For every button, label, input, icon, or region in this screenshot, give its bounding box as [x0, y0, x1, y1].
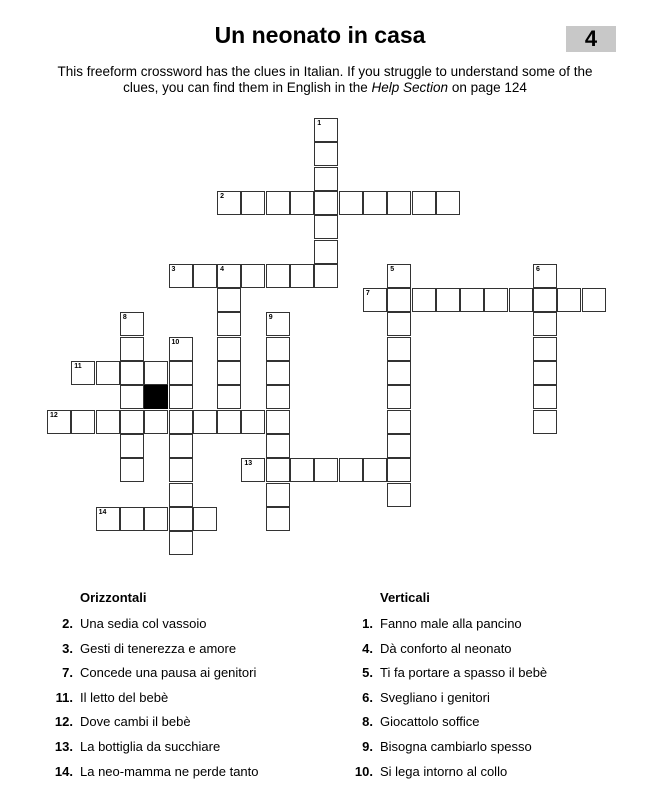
grid-cell[interactable] [120, 434, 144, 458]
grid-cell[interactable] [314, 191, 338, 215]
cell-number: 14 [98, 508, 107, 516]
grid-cell[interactable] [169, 434, 193, 458]
down-heading: Verticali [380, 590, 430, 605]
grid-cell[interactable] [169, 385, 193, 409]
grid-cell[interactable] [387, 191, 411, 215]
clue-text: Giocattolo soffice [380, 714, 480, 730]
cell-number: 3 [171, 265, 176, 273]
intro-text-start: This freeform crossword has the clues in Italian. If you struggle to understand some of the clues, you can find them in English in the [57, 64, 593, 95]
grid-cell[interactable] [266, 434, 290, 458]
grid-cell[interactable] [169, 337, 193, 361]
grid-cell[interactable] [120, 312, 144, 336]
grid-cell[interactable] [339, 191, 363, 215]
clue-down-6 [345, 686, 547, 711]
grid-cell[interactable] [169, 361, 193, 385]
grid-cell[interactable] [314, 215, 338, 239]
clue-number: 9. [362, 738, 373, 754]
grid-cell[interactable] [387, 337, 411, 361]
grid-cell[interactable] [412, 191, 436, 215]
grid-cell[interactable] [509, 288, 533, 312]
grid-cell[interactable] [387, 458, 411, 482]
grid-cell[interactable] [120, 337, 144, 361]
grid-cell[interactable] [217, 337, 241, 361]
grid-cell[interactable] [71, 361, 95, 385]
clue-across-3 [45, 637, 259, 662]
grid-cell[interactable] [217, 385, 241, 409]
grid-cell[interactable] [387, 410, 411, 434]
help-section-reference: Help Section [371, 80, 449, 95]
across-heading: Orizzontali [80, 590, 147, 605]
grid-cell[interactable] [96, 507, 120, 531]
grid-cell[interactable] [217, 191, 241, 215]
grid-cell[interactable] [169, 483, 193, 507]
clue-down-1 [345, 612, 547, 637]
clue-text: La neo-mamma ne perde tanto [80, 763, 259, 779]
black-cell [144, 385, 168, 409]
grid-cell[interactable] [144, 361, 168, 385]
grid-cell[interactable] [290, 264, 314, 288]
clue-text: Si lega intorno al collo [380, 763, 508, 779]
page-number-badge: 4 [566, 26, 616, 52]
grid-cell[interactable] [533, 288, 557, 312]
grid-cell[interactable] [193, 264, 217, 288]
cell-number: 12 [50, 411, 58, 419]
clue-text: Ti fa portare a spasso il bebè [380, 665, 548, 681]
grid-cell[interactable] [169, 531, 193, 555]
clue-number: 1. [362, 616, 373, 631]
clue-across-7 [45, 661, 259, 686]
grid-cell[interactable] [557, 288, 581, 312]
grid-cell[interactable] [217, 312, 241, 336]
grid-cell[interactable] [436, 288, 460, 312]
grid-cell[interactable] [193, 507, 217, 531]
clue-number: 7. [62, 665, 73, 681]
grid-cell[interactable] [290, 191, 314, 215]
cell-number: 13 [244, 460, 253, 468]
grid-cell[interactable] [96, 361, 120, 385]
grid-cell[interactable] [47, 410, 71, 434]
grid-cell[interactable] [144, 507, 168, 531]
grid-cell[interactable] [266, 312, 290, 336]
grid-cell[interactable] [266, 337, 290, 361]
grid-cell[interactable] [193, 410, 217, 434]
grid-cell[interactable] [241, 458, 265, 482]
clue-number: 2. [62, 616, 73, 631]
clue-number: 8. [362, 714, 373, 730]
clue-down-10 [345, 760, 547, 785]
grid-cell[interactable] [363, 458, 387, 482]
clue-text: Fanno male alla pancino [380, 616, 522, 631]
grid-cell[interactable] [120, 361, 144, 385]
grid-cell[interactable] [533, 410, 557, 434]
cell-number: 10 [171, 338, 180, 346]
clue-number: 12. [54, 714, 73, 730]
grid-cell[interactable] [290, 458, 314, 482]
grid-cell[interactable] [144, 410, 168, 434]
across-clues [45, 584, 259, 784]
cell-number: 2 [220, 192, 224, 200]
cell-number: 11 [74, 363, 82, 370]
grid-cell[interactable] [314, 240, 338, 264]
clue-text: Il letto del bebè [80, 689, 169, 705]
grid-cell[interactable] [314, 264, 338, 288]
cell-number: 9 [268, 314, 273, 322]
grid-cell[interactable] [120, 385, 144, 409]
clue-number: 3. [62, 640, 73, 656]
cell-number: 5 [390, 265, 395, 273]
clue-number: 10. [354, 763, 373, 779]
clue-down-5 [345, 661, 547, 686]
grid-cell[interactable] [582, 288, 606, 312]
grid-cell[interactable] [314, 167, 338, 191]
grid-cell[interactable] [266, 191, 290, 215]
clue-down-9 [345, 735, 547, 760]
grid-cell[interactable] [387, 483, 411, 507]
clue-text: Dove cambi il bebè [80, 714, 191, 730]
clue-number: 4. [362, 640, 373, 656]
grid-cell[interactable] [217, 361, 241, 385]
grid-cell[interactable] [387, 312, 411, 336]
grid-cell[interactable] [241, 191, 265, 215]
grid-cell[interactable] [387, 264, 411, 288]
grid-cell[interactable] [169, 264, 193, 288]
grid-cell[interactable] [484, 288, 508, 312]
clue-across-11 [45, 686, 259, 711]
clue-number: 6. [362, 689, 373, 705]
grid-cell[interactable] [96, 410, 120, 434]
clue-text: Svegliano i genitori [380, 689, 490, 705]
grid-cell[interactable] [387, 385, 411, 409]
clue-across-14 [45, 760, 259, 785]
grid-cell[interactable] [266, 264, 290, 288]
grid-cell[interactable] [314, 458, 338, 482]
clue-text: Gesti di tenerezza e amore [80, 640, 237, 656]
grid-cell[interactable] [533, 264, 557, 288]
clue-number: 13. [54, 738, 73, 754]
grid-cell[interactable] [363, 288, 387, 312]
cell-number: 6 [536, 265, 540, 273]
grid-cell[interactable] [533, 337, 557, 361]
grid-cell[interactable] [266, 507, 290, 531]
grid-cell[interactable] [436, 191, 460, 215]
grid-cell[interactable] [314, 118, 338, 142]
grid-cell[interactable] [387, 361, 411, 385]
grid-cell[interactable] [460, 288, 484, 312]
clue-down-4 [345, 637, 547, 662]
grid-cell[interactable] [412, 288, 436, 312]
clue-across-2 [45, 612, 259, 637]
clue-text: Bisogna cambiarlo spesso [380, 738, 532, 754]
grid-cell[interactable] [387, 434, 411, 458]
grid-cell[interactable] [266, 458, 290, 482]
grid-cell[interactable] [169, 410, 193, 434]
grid-cell[interactable] [241, 410, 265, 434]
grid-cell[interactable] [533, 361, 557, 385]
clue-text: La bottiglia da succhiare [80, 738, 221, 754]
grid-cell[interactable] [339, 458, 363, 482]
clue-number: 5. [362, 665, 373, 681]
grid-cell[interactable] [217, 264, 241, 288]
grid-cell[interactable] [533, 312, 557, 336]
intro-text-end: on page 124 [448, 80, 527, 95]
clue-number: 11. [55, 689, 73, 705]
clue-text: Concede una pausa ai genitori [80, 665, 257, 681]
grid-cell[interactable] [266, 483, 290, 507]
clue-across-12 [45, 710, 259, 735]
cell-number: 8 [122, 314, 127, 322]
clue-down-8 [345, 710, 547, 735]
clue-number: 14. [54, 763, 73, 779]
grid-cell[interactable] [266, 361, 290, 385]
down-clues [345, 584, 547, 784]
grid-cell[interactable] [266, 410, 290, 434]
grid-cell[interactable] [120, 507, 144, 531]
cell-number: 7 [365, 290, 370, 298]
grid-cell[interactable] [266, 385, 290, 409]
grid-cell[interactable] [217, 288, 241, 312]
grid-cell[interactable] [120, 410, 144, 434]
clue-across-13 [45, 735, 259, 760]
grid-cell[interactable] [217, 410, 241, 434]
grid-cell[interactable] [241, 264, 265, 288]
grid-cell[interactable] [387, 288, 411, 312]
grid-cell[interactable] [169, 507, 193, 531]
grid-cell[interactable] [314, 142, 338, 166]
clue-text: Dà conforto al neonato [380, 640, 512, 656]
cell-number: 1 [317, 120, 322, 127]
grid-cell[interactable] [363, 191, 387, 215]
page-title: Un neonato in casa [214, 22, 426, 48]
grid-cell[interactable] [533, 385, 557, 409]
clue-text: Una sedia col vassoio [80, 616, 207, 631]
cell-number: 4 [220, 265, 224, 273]
grid-cell[interactable] [71, 410, 95, 434]
grid-cell[interactable] [169, 458, 193, 482]
grid-cell[interactable] [120, 458, 144, 482]
